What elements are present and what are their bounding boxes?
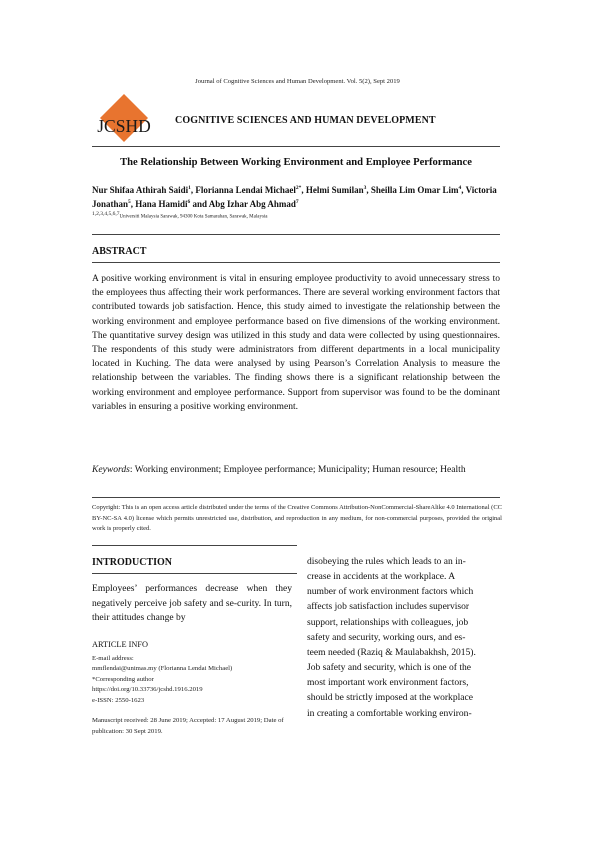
author-list xyxy=(92,184,504,211)
author-separator: and xyxy=(190,198,209,209)
body-line: crease in accidents at the workplace. A xyxy=(307,571,456,583)
author: Abg Izhar Abg Ahmad xyxy=(208,198,296,209)
intro-heading-divider xyxy=(92,573,297,574)
logo-lettering: JCSHD xyxy=(97,116,151,136)
body-line: teem needed (Raziq & Maulabakhsh, 2015). xyxy=(307,646,476,658)
body-line: Job safety and security, which is one of the xyxy=(307,662,472,674)
article-info-line: E-mail address: xyxy=(92,655,134,662)
author-separator: , xyxy=(301,185,306,195)
author: Nur Shifaa Athirah Saidi xyxy=(92,185,189,195)
author: Victoria Jonathan xyxy=(92,185,497,209)
article-info-line: *Corresponding author xyxy=(92,675,154,683)
author-superscript: 4 xyxy=(458,185,462,191)
article-info-email: mmflendai@unimas.my (Florianna Lendai Michael) xyxy=(92,665,233,673)
copyright-notice: Copyright: This is an open access article distributed under the terms of the Creative Commons Attribution-NonCommercial-ShareAlike 4.0 International (CC BY-NC-SA 4.0) license which permits unrestricted use, distribution, and reproduction in any medium, for non-commercial purposes, provided the original work is properly cited. xyxy=(92,504,502,533)
affiliation-text: Universiti Malaysia Sarawak, 94300 Kota Samarahan, Sarawak, Malaysia xyxy=(119,214,268,220)
body-line: most important work environment factors, xyxy=(307,677,469,689)
author-superscript: 2* xyxy=(295,185,302,191)
author-superscript: 7 xyxy=(295,198,299,205)
intro-top-divider xyxy=(92,545,297,546)
body-line: affects job satisfaction includes supervisor xyxy=(307,601,470,613)
author-separator: , xyxy=(130,198,136,209)
author: Sheilla Lim Omar Lim xyxy=(370,185,459,195)
keywords-divider xyxy=(92,497,500,498)
introduction-text-left: Employees’ performances decrease when they negatively perceive job safety and se-curity. In turn, their attitudes change by xyxy=(92,583,292,623)
author: Hana Hamidi xyxy=(135,198,188,209)
body-line: should be strictly imposed at the workplace xyxy=(307,692,473,704)
keywords-label: Keywords xyxy=(92,464,130,475)
body-line: disobeying the rules which leads to an in- xyxy=(307,556,466,567)
introduction-text-right xyxy=(307,554,501,721)
abstract-top-divider xyxy=(92,234,500,235)
abstract-heading-divider xyxy=(92,262,500,263)
author-separator: , xyxy=(461,185,466,195)
header-divider xyxy=(92,146,500,147)
author-superscript: 6 xyxy=(187,198,191,205)
article-info-heading: ARTICLE INFO xyxy=(92,640,148,649)
abstract-text: A positive working environment is vital in ensuring employee productivity to avoid unnecessary stress to the employees thus affecting their work performances. There are several working environment factors that contributed towards job satisfaction. Hence, this study aimed to investigate the relationship between the working environment and employee performance based on five dimensions of the working environment. The quantitative survey design was utilized in this study and data were collected by using questionnaires. The respondents of this study were administrators from different departments in a local municipality located in Kuching. The data were analysed by using Pearson’s Correlation Analysis to measure the relationship between the variables. The finding shows there is a significant relationship between the working environment and employee performance. Support from supervisor was found to be the dominant variables in ensuring a positive working environment. xyxy=(92,273,500,412)
article-dates: Manuscript received: 28 June 2019; Accepted: 17 August 2019; Date of publication: 30 Sept 2019. xyxy=(92,717,284,735)
body-line: number of work environment factors which xyxy=(307,586,474,598)
author-separator: , xyxy=(366,185,371,195)
journal-title: COGNITIVE SCIENCES AND HUMAN DEVELOPMENT xyxy=(175,115,436,126)
affiliation-superscript: 1,2,3,4,5,6,7 xyxy=(92,211,120,217)
author-superscript: 5 xyxy=(128,198,131,205)
author: Helmi Sumilan xyxy=(305,185,364,195)
introduction-heading: INTRODUCTION xyxy=(92,557,173,568)
abstract-heading: ABSTRACT xyxy=(92,246,147,257)
article-info-issn: e-ISSN: 2550-1623 xyxy=(92,696,145,704)
paper-title: The Relationship Between Working Environment and Employee Performance xyxy=(120,157,472,168)
logo-mark xyxy=(92,94,156,146)
body-line: in creating a comfortable working environ- xyxy=(307,707,472,719)
journal-citation: Journal of Cognitive Sciences and Human Development. Vol. 5(2), Sept 2019 xyxy=(195,78,400,85)
affiliation xyxy=(92,211,268,220)
author: Florianna Lendai Michael xyxy=(195,185,296,195)
author-superscript: 3 xyxy=(363,185,367,191)
article-info-doi: https://doi.org/10.33736/jcshd.1916.2019 xyxy=(92,686,203,694)
author-superscript: 1 xyxy=(188,185,191,191)
keywords-text: : Working environment; Employee performance; Municipality; Human resource; Health xyxy=(129,464,466,475)
body-line: safety and security, working ours, and es- xyxy=(307,631,466,643)
journal-logo xyxy=(92,94,156,146)
author-separator: , xyxy=(190,185,196,195)
body-line: support, relationships with colleagues, job xyxy=(307,616,469,628)
keywords xyxy=(92,463,500,477)
article-info xyxy=(92,654,297,706)
